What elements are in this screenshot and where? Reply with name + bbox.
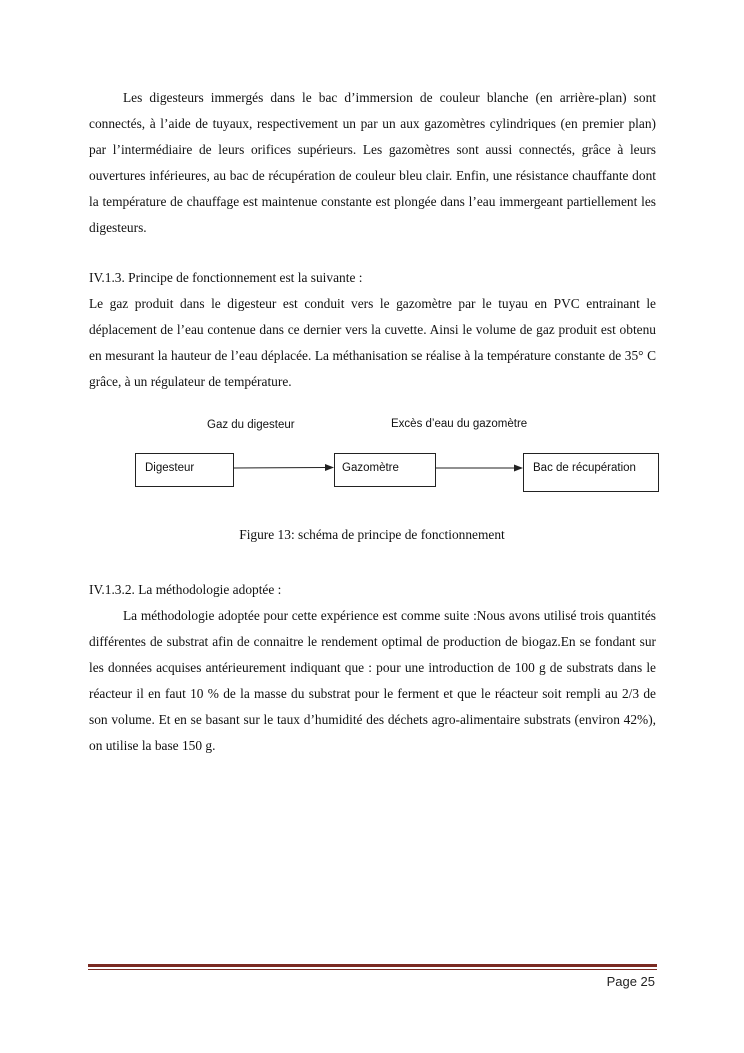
recovery-tank-box-label: Bac de récupération — [533, 462, 636, 474]
diagram-label-water: Excès d’eau du gazomètre — [391, 418, 528, 430]
paragraph-methodology: La méthodologie adoptée pour cette expérience est comme suite :Nous avons utilisé trois quantités différentes de substrat afin de connaitre le rendement optimal de production de biogaz.En se fondant sur les données acquises antérieurement indiquant que : pour une introduction de 100 g de substrats dans le réacteur il en faut 10 % de la masse du substrat pour le ferment et que le réacteur soit rempli au 2/3 de son volume. Et en se basant sur le taux d’humidité des déchets agro-alimentaire substrats (environ 42%), on utilise la base 150 g. — [89, 608, 656, 753]
arrow-gasometer-to-recovery — [436, 465, 523, 472]
gasometer-box-label: Gazomètre — [342, 462, 399, 474]
footer-rule-thick — [88, 964, 657, 967]
figure-caption: Figure 13: schéma de principe de fonctionnement — [239, 527, 505, 542]
section-heading-principle: IV.1.3. Principe de fonctionnement est la suivante : — [89, 270, 363, 285]
diagram-label-gas: Gaz du digesteur — [207, 419, 295, 431]
paragraph-principle: Le gaz produit dans le digesteur est conduit vers le gazomètre par le tuyau en PVC entrainant le déplacement de l’eau contenue dans ce dernier vers la cuvette. Ainsi le volume de gaz produit est obtenu en mesurant la hauteur de l’eau déplacée. La méthanisation se réalise à la température constante de 35° C grâce, à un régulateur de température. — [89, 296, 656, 389]
section-heading-methodology: IV.1.3.2. La méthodologie adoptée : — [89, 582, 282, 597]
operating-principle-diagram — [0, 400, 744, 500]
footer-rule-thin — [88, 969, 657, 970]
digester-box-label: Digesteur — [145, 462, 195, 474]
paragraph-digesters: Les digesteurs immergés dans le bac d’immersion de couleur blanche (en arrière-plan) sont connectés, à l’aide de tuyaux, respectivement un par un aux gazomètres cylindriques (en premier plan) par l’intermédiaire de leurs orifices supérieurs. Les gazomètres sont aussi connectés, grâce à leurs ouvertures inférieures, au bac de récupération de couleur bleu clair. Enfin, une résistance chauffante dont la température de chauffage est maintenue constante est plongée dans l’eau immergeant partiellement les digesteurs. — [89, 90, 656, 235]
arrow-digester-to-gasometer — [234, 464, 334, 471]
page-number: Page 25 — [606, 974, 655, 989]
